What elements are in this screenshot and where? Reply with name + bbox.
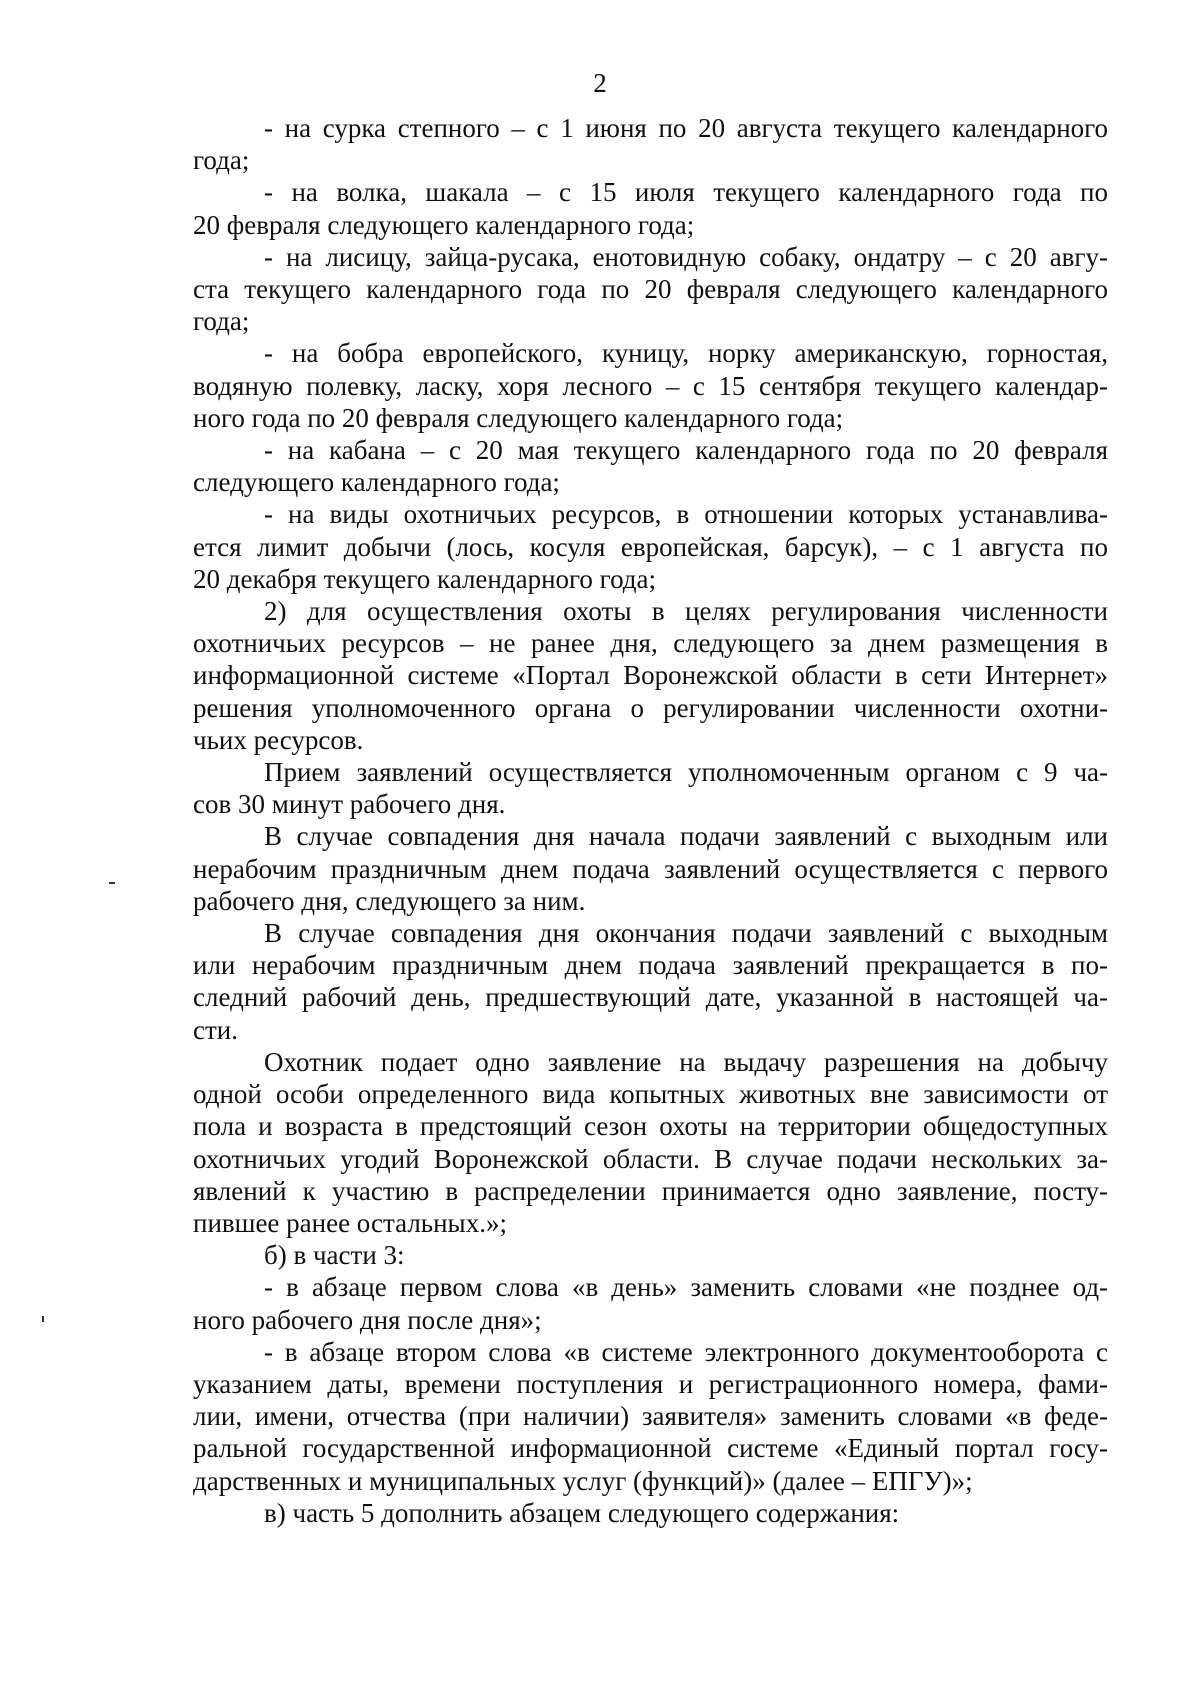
text-line: 20 февраля следующего календарного года; bbox=[193, 209, 695, 240]
paragraph bbox=[193, 595, 1108, 756]
text-line: ста текущего календарного года по 20 февраля следующего календарного bbox=[193, 274, 1109, 305]
text-line: - в абзаце первом слова «в день» заменить словами «не позднее од- bbox=[264, 1272, 1109, 1303]
paragraph bbox=[193, 498, 1108, 595]
text-line: в) часть 5 дополнить абзацем следующего содержания: bbox=[264, 1497, 900, 1528]
text-line: нерабочим праздничным днем подача заявлений осуществляется с первого bbox=[193, 853, 1109, 884]
text-line: - на лисицу, зайца-русака, енотовидную собаку, ондатру – с 20 авгу- bbox=[264, 241, 1108, 272]
text-line: следний рабочий день, предшествующий дате, указанной в настоящей ча- bbox=[193, 982, 1108, 1013]
paragraph bbox=[193, 1046, 1108, 1239]
text-line: ного рабочего дня после дня»; bbox=[193, 1304, 542, 1335]
paragraph bbox=[193, 434, 1108, 498]
paragraph bbox=[193, 112, 1108, 176]
paragraph bbox=[193, 241, 1108, 338]
paragraph bbox=[193, 917, 1108, 1046]
paragraph bbox=[193, 756, 1108, 820]
text-line: чьих ресурсов. bbox=[193, 724, 364, 755]
text-line: ется лимит добычи (лось, косуля европейская, барсук), – с 1 августа по bbox=[193, 531, 1108, 562]
text-line: года; bbox=[193, 306, 250, 337]
text-line: - на кабана – с 20 мая текущего календарного года по 20 февраля bbox=[264, 435, 1109, 466]
paragraph bbox=[193, 1336, 1108, 1497]
text-line: - на сурка степного – с 1 июня по 20 августа текущего календарного bbox=[264, 113, 1109, 143]
text-line: - на волка, шакала – с 15 июля текущего календарного года по bbox=[264, 177, 1108, 208]
text-line: лии, имени, отчества (при наличии) заявителя» заменить словами «в феде- bbox=[193, 1401, 1108, 1432]
text-line: В случае совпадения дня окончания подачи заявлений с выходным bbox=[264, 918, 1109, 949]
text-line: ного года по 20 февраля следующего календарного года; bbox=[193, 402, 844, 433]
text-line: б) в части 3: bbox=[264, 1240, 405, 1271]
text-line: Охотник подает одно заявление на выдачу разрешения на добычу bbox=[264, 1046, 1109, 1077]
scan-mark bbox=[42, 1316, 44, 1322]
text-line: следующего календарного года; bbox=[193, 467, 560, 498]
paragraph bbox=[193, 1271, 1108, 1335]
text-line: охотничьих ресурсов – не ранее дня, следующего за днем размещения в bbox=[193, 628, 1108, 659]
text-line: информационной системе «Портал Воронежской области в сети Интернет» bbox=[193, 660, 1109, 691]
text-line: - на виды охотничьих ресурсов, в отношении которых устанавлива- bbox=[264, 499, 1109, 530]
paragraph bbox=[193, 1239, 1108, 1271]
text-line: водяную полевку, ласку, хоря лесного – с 15 сентября текущего календар- bbox=[193, 370, 1109, 401]
paragraph bbox=[193, 820, 1108, 917]
text-line: Прием заявлений осуществляется уполномоченным органом с 9 ча- bbox=[264, 757, 1109, 788]
text-line: ральной государственной информационной системе «Единый портал госу- bbox=[193, 1433, 1108, 1464]
text-line: пившее ранее остальных.»; bbox=[193, 1207, 507, 1238]
text-line: 2) для осуществления охоты в целях регулирования численности bbox=[264, 596, 1108, 627]
text-line: решения уполномоченного органа о регулировании численности охотни- bbox=[193, 692, 1109, 723]
text-line: - в абзаце втором слова «в системе электронного документооборота с bbox=[264, 1336, 1108, 1367]
text-line: указанием даты, времени поступления и регистрационного номера, фами- bbox=[193, 1368, 1108, 1399]
text-line: пола и возраста в предстоящий сезон охоты на территории общедоступных bbox=[193, 1111, 1108, 1142]
text-line: года; bbox=[193, 145, 250, 176]
text-line: - на бобра европейского, куницу, норку американскую, горностая, bbox=[264, 338, 1108, 369]
text-line: сов 30 минут рабочего дня. bbox=[193, 789, 506, 820]
page-number: 2 bbox=[593, 68, 607, 98]
text-line: одной особи определенного вида копытных животных вне зависимости от bbox=[193, 1079, 1108, 1110]
text-line: рабочего дня, следующего за ним. bbox=[193, 885, 586, 916]
scan-mark bbox=[109, 882, 115, 884]
paragraph bbox=[193, 1497, 1108, 1529]
text-line: охотничьих угодий Воронежской области. В случае подачи нескольких за- bbox=[193, 1143, 1109, 1174]
document-body bbox=[193, 112, 1108, 1529]
text-line: или нерабочим праздничным днем подача заявлений прекращается в по- bbox=[193, 950, 1108, 981]
text-line: сти. bbox=[193, 1014, 238, 1045]
paragraph bbox=[193, 337, 1108, 434]
text-line: В случае совпадения дня начала подачи заявлений с выходным или bbox=[264, 821, 1108, 852]
text-line: дарственных и муниципальных услуг (функций)» (далее – ЕПГУ)»; bbox=[193, 1465, 973, 1496]
text-line: 20 декабря текущего календарного года; bbox=[193, 563, 657, 594]
paragraph bbox=[193, 176, 1108, 240]
text-line: явлений к участию в распределении принимается одно заявление, посту- bbox=[193, 1175, 1109, 1206]
